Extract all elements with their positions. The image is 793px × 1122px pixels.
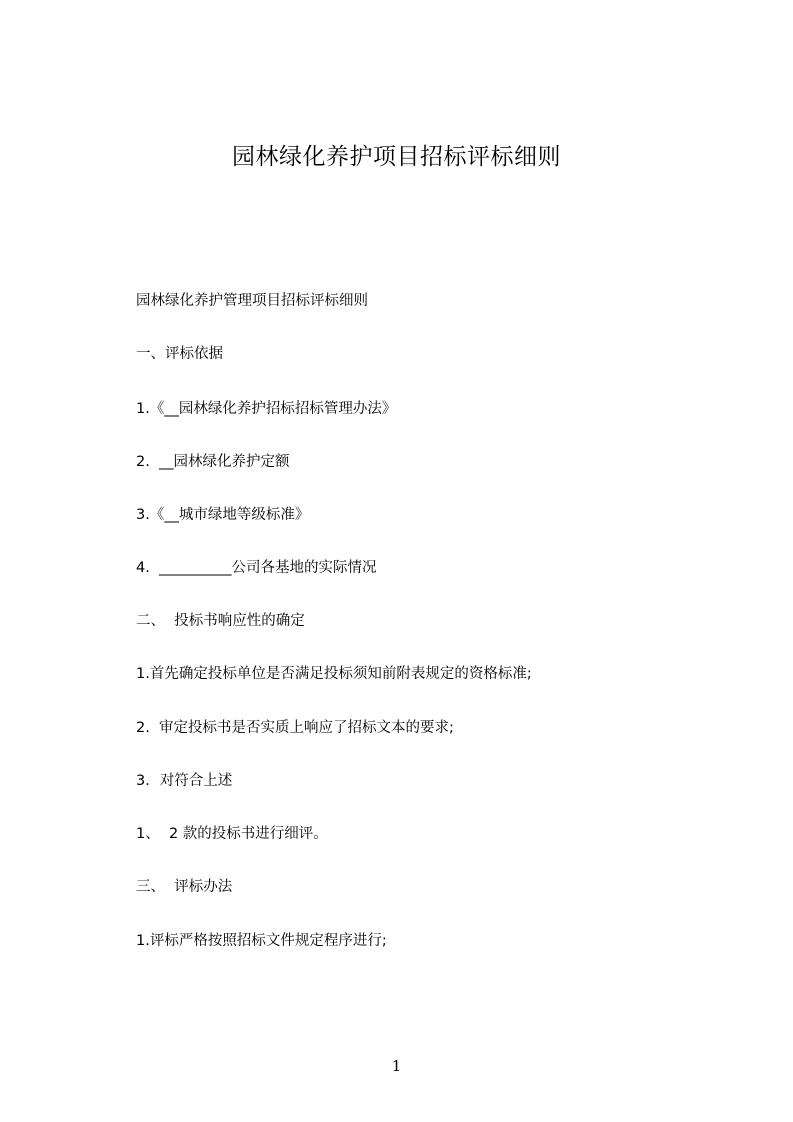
list-item: 2. 审定投标书是否实质上响应了招标文本的要求; xyxy=(136,720,454,736)
list-item: 3．对符合上述 xyxy=(136,773,233,789)
subtitle-line: 园林绿化养护管理项目招标评标细则 xyxy=(136,293,368,309)
page-number: 1 xyxy=(391,1057,402,1075)
section-heading-3: 三、 评标办法 xyxy=(136,879,233,895)
list-item: 1.首先确定投标单位是否满足投标须知前附表规定的资格标准; xyxy=(136,666,532,682)
list-item: 2. __园林绿化养护定额 xyxy=(136,454,290,470)
section-heading-2: 二、 投标书响应性的确定 xyxy=(136,613,305,629)
list-item: 1.评标严格按照招标文件规定程序进行; xyxy=(136,933,387,949)
list-item: 1、 2 款的投标书进行细评。 xyxy=(136,826,328,842)
section-heading-1: 一、评标依据 xyxy=(136,346,223,362)
document-title: 园林绿化养护项目招标评标细则 xyxy=(232,144,561,170)
list-item: 4. __________公司各基地的实际情况 xyxy=(136,560,377,576)
list-item: 1.《__园林绿化养护招标招标管理办法》 xyxy=(136,401,397,417)
list-item: 3.《__城市绿地等级标准》 xyxy=(136,507,310,523)
